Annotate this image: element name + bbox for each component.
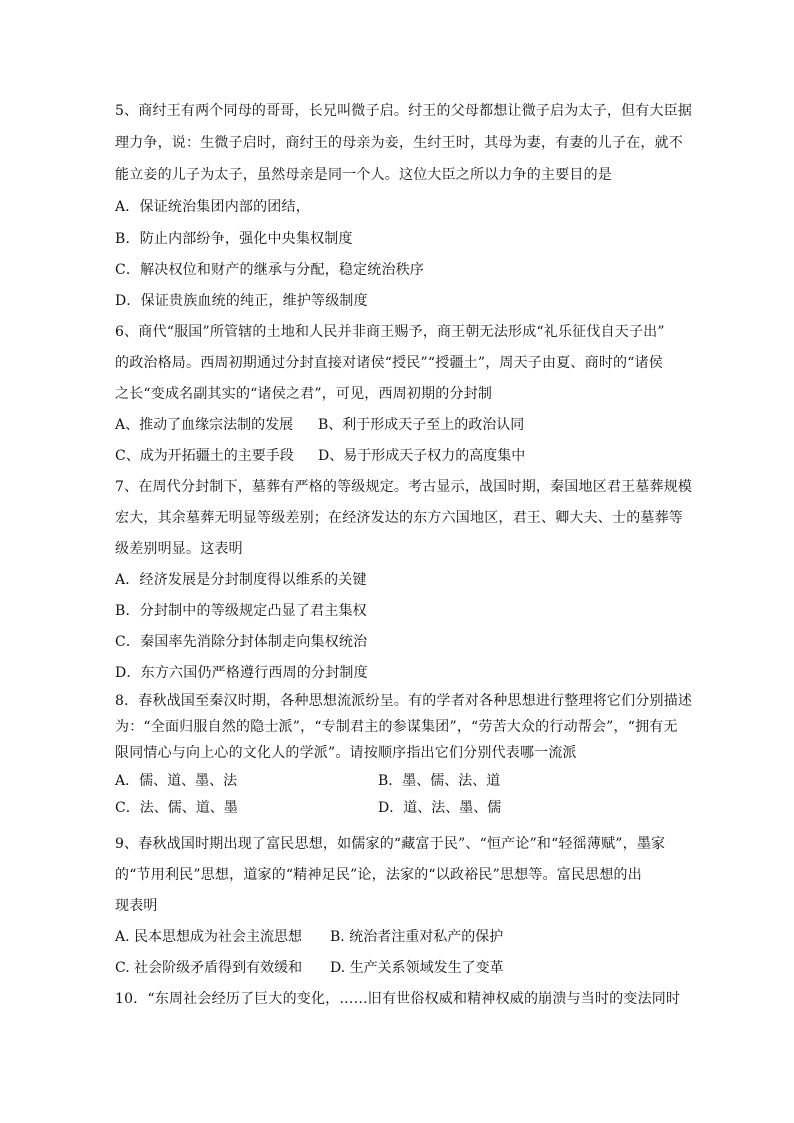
q10-stem-line-1: 10．“东周社会经历了巨大的变化，……旧有世俗权威和精神权威的崩溃与当时的变法同时 xyxy=(115,991,681,1007)
q5-stem-line-2: 理力争，说：生微子启时，商纣王的母亲为妾，生纣王时，其母为妻，有妻的儿子在，就不 xyxy=(115,135,683,151)
q9-option-c: C. 社会阶级矛盾得到有效缓和 xyxy=(115,960,303,976)
q6-stem-line-3: 之长“变成名副其实的“诸侯之君”，可见，西周初期的分封制 xyxy=(115,386,493,402)
q7-stem-line-3: 级差别明显。这表明 xyxy=(115,541,243,557)
q7-option-b: B．分封制中的等级规定凸显了君主集权 xyxy=(115,603,367,619)
q8-stem-line-3: 限同情心与向上心的文化人的学派”。请按顺序指出它们分别代表哪一流派 xyxy=(115,745,577,761)
q9-option-b: B. 统治者注重对私产的保护 xyxy=(330,929,504,945)
q5-stem-line-3: 能立妾的儿子为太子，虽然母亲是同一个人。这位大臣之所以力争的主要目的是 xyxy=(115,167,612,183)
q6-option-c: C、成为开拓疆土的主要手段 xyxy=(115,448,294,464)
q9-stem-line-2: 的“节用利民”思想，道家的“精神足民”论，法家的“以政裕民”思想等。富民思想的出 xyxy=(115,867,642,883)
q5-option-b: B．防止内部纷争，强化中央集权制度 xyxy=(115,231,353,247)
q7-option-a: A．经济发展是分封制度得以维系的关键 xyxy=(115,572,367,588)
q8-stem-line-2: 为：“全面归服自然的隐士派”，“专制君主的参谋集团”，“劳苦大众的行动帮会”，“拥有无 xyxy=(115,719,678,735)
q9-option-a: A. 民本思想成为社会主流思想 xyxy=(115,929,303,945)
q8-option-d: D．道、法、墨、儒 xyxy=(378,800,502,816)
q6-option-b: B、利于形成天子至上的政治认同 xyxy=(318,417,525,433)
q8-option-a: A．儒、道、墨、法 xyxy=(115,773,238,789)
q5-stem-line-1: 5、商纣王有两个同母的哥哥，长兄叫微子启。纣王的父母都想让微子启为太子，但有大臣据 xyxy=(115,103,693,119)
q7-option-d: D．东方六国仍严格遵行西周的分封制度 xyxy=(115,665,368,681)
q7-stem-line-2: 宏大，其余墓葬无明显等级差别；在经济发达的东方六国地区，君王、卿大夫、士的墓葬等 xyxy=(115,510,683,526)
q9-stem-line-3: 现表明 xyxy=(115,898,158,914)
q9-option-d: D. 生产关系领域发生了变革 xyxy=(330,960,504,976)
q7-stem-line-1: 7、在周代分封制下，墓葬有严格的等级规定。考古显示，战国时期，秦国地区君王墓葬规模 xyxy=(115,479,693,495)
q9-stem-line-1: 9、春秋战国时期出现了富民思想，如儒家的“藏富于民”、“恒产论”和“轻徭薄赋”，墨家 xyxy=(115,836,666,852)
q7-option-c: C．秦国率先消除分封体制走向集权统治 xyxy=(115,634,368,650)
q5-option-a: A．保证统治集团内部的团结， xyxy=(115,199,310,215)
q5-option-d: D．保证贵族血统的纯正，维护等级制度 xyxy=(115,293,368,309)
q8-stem-line-1: 8．春秋战国至秦汉时期，各种思想流派纷呈。有的学者对各种思想进行整理将它们分别描述 xyxy=(115,693,693,709)
q8-option-b: B．墨、儒、法、道 xyxy=(378,773,501,789)
q8-option-c: C．法、儒、道、墨 xyxy=(115,800,238,816)
q6-stem-line-1: 6、商代“服国”所管辖的土地和人民并非商王赐予，商王朝无法形成“礼乐征伐自天子出” xyxy=(115,324,665,340)
q6-option-a: A、推动了血缘宗法制的发展 xyxy=(115,417,294,433)
q5-option-c: C．解决权位和财产的继承与分配，稳定统治秩序 xyxy=(115,262,425,278)
q6-stem-line-2: 的政治格局。西周初期通过分封直接对诸侯“授民”“授疆土”，周天子由夏、商时的“诸侯 xyxy=(115,355,663,371)
q6-option-d: D、易于形成天子权力的高度集中 xyxy=(318,448,526,464)
